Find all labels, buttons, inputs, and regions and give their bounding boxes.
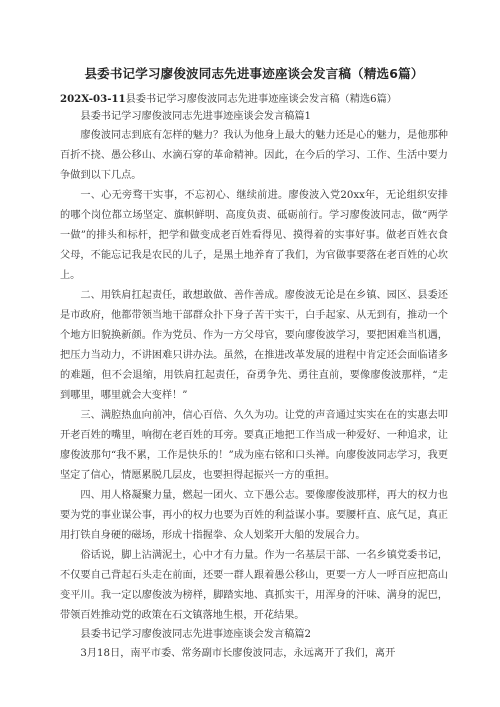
paragraph: 一、心无旁骛干实事，不忘初心、继续前进。廖俊波入党20xx年，无论组织安排的哪个岗位都立场坚定、旗帜鲜明、高度负责、砥砺前行。学习廖俊波同志，做“两学一做”的排头和标杆，把学和做变成老百姓看得见、摸得着的实事好事。做老百姓衣食父母，不能忘记我是农民的儿子，是黑土地养育了我们，为官做事要落在老百姓的心坎上。: [60, 190, 448, 281]
paragraph: 三、满腔热血向前冲，信心百倍、久久为功。让党的声音通过实实在在的实惠去叩开老百姓的嘴里，响彻在老百姓的耳旁。要真正地把工作当成一种爱好、一种追求，让廖俊波那句“我不累，工作是快乐的！”成为座右铭和口头禅。向廖俊波同志学习，我更坚定了信心，情愿累脱几层皮，也要担得起振兴一方的重担。: [60, 410, 448, 481]
document-title: 县委书记学习廖俊波同志先进事迹座谈会发言稿（精选6篇）: [84, 66, 424, 81]
paragraph: 俗话说，脚上沾满泥土，心中才有力量。作为一名基层干部、一名乡镇党委书记，不仅要自己背起石头走在前面，还要一群人跟着愚公移山，更要一方人一呼百应把高山变平川。我一定以廖俊波为榜样，脚踏实地、真抓实干，用浑身的汗味、满身的泥巴，带领百姓推动党的政策在石文镇落地生根，开花结果。: [60, 550, 448, 621]
paragraph: 廖俊波同志到底有怎样的魅力？我认为他身上最大的魅力还是心的魅力，是他那种百折不挠、愚公移山、水滴石穿的革命精神。因此，在今后的学习、工作、生活中要力争做到以下几点。: [60, 130, 448, 181]
document-intro: 县委书记学习廖俊波同志先进事迹座谈会发言稿（精选6篇）: [125, 94, 397, 105]
section-heading-2: 县委书记学习廖俊波同志先进事迹座谈会发言稿篇2: [80, 629, 311, 640]
section-heading-1: 县委书记学习廖俊波同志先进事迹座谈会发言稿篇1: [80, 111, 311, 122]
document-meta: [60, 91, 448, 108]
paragraph: 3月18日，南平市委、常务副市长廖俊波同志，永远离开了我们，离开: [80, 648, 396, 659]
paragraph: 四、用人格凝聚力量，燃起一团火、立下愚公志。要像廖俊波那样，再大的权力也要为党的事业谋公事，再小的权力也要为百姓的利益谋小事。要腰杆直、底气足，真正用打铁自身硬的磁场，形成十指握拳、众人划桨开大船的发展合力。: [60, 490, 448, 541]
publish-date: 202X-03-11: [60, 93, 126, 105]
paragraph: 二、用铁肩扛起责任，敢想敢做、善作善成。廖俊波无论是在乡镇、园区、县委还是市政府，他都带领当地干部群众扑下身子苦干实干，白手起家、从无到有，推动一个个地方旧貌换新颜。作为党员、作为一方父母官，要向廖俊波学习，要把困难当机遇，把压力当动力，不讲困难只讲办法。虽然，在推进改革发展的进程中肯定还会面临诸多的难题，但不会退缩，用铁肩扛起责任，奋勇争先、勇往直前，要像廖俊波那样，“走到哪里，哪里就会大变样！”: [60, 290, 448, 401]
